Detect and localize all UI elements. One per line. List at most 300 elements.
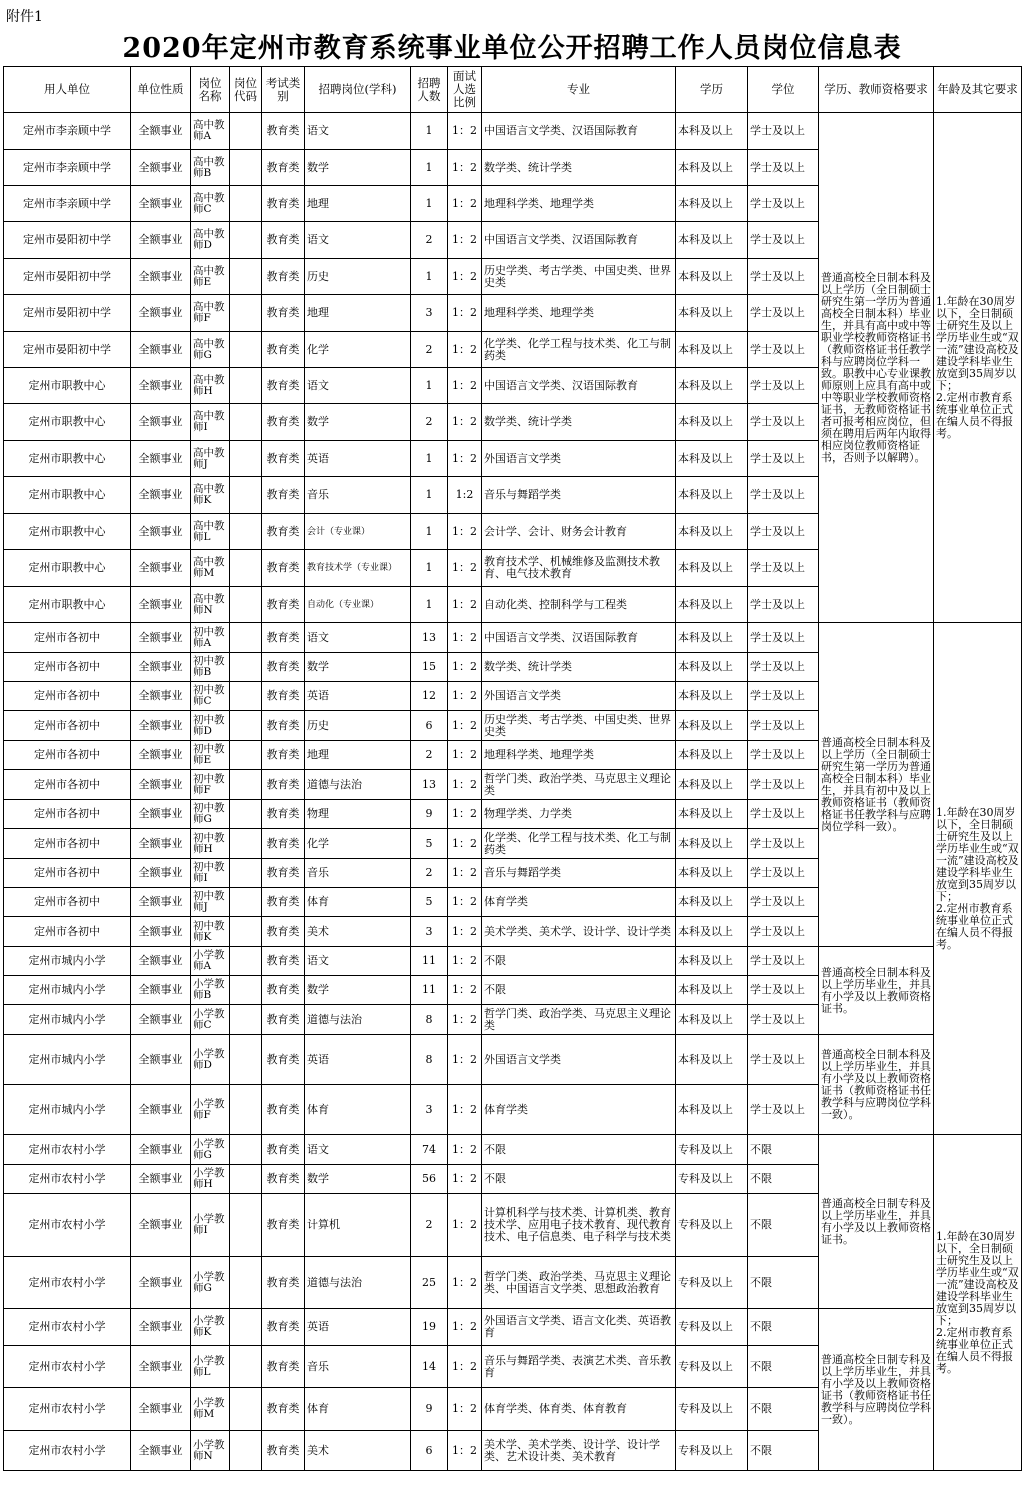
cell-subject: 历史 (305, 711, 411, 741)
cell-degree: 学士及以上 (748, 947, 819, 976)
cell-major: 体育学类 (482, 888, 676, 917)
column-header: 学位 (748, 67, 819, 113)
requirement-rural-primary: 普通高校全日制专科及以上学历毕业生，并具有小学及以上教师资格证书。 (819, 1135, 934, 1309)
cell-major: 中国语言文学类、汉语国际教育 (482, 222, 676, 259)
cell-education: 本科及以上 (676, 404, 748, 441)
cell-major: 音乐与舞蹈学类 (482, 859, 676, 888)
cell-employer: 定州市各初中 (4, 623, 131, 653)
cell-exam-type: 教育类 (262, 1135, 305, 1165)
cell-unit-type: 全额事业 (131, 741, 191, 770)
cell-position-code (230, 1346, 262, 1388)
cell-exam-type: 教育类 (262, 1005, 305, 1035)
cell-unit-type: 全额事业 (131, 150, 191, 186)
table-row (4, 623, 1022, 653)
table-body (4, 113, 1022, 1471)
cell-degree: 学士及以上 (748, 1085, 819, 1135)
cell-position-name: 初中教师C (191, 682, 230, 711)
cell-subject: 体育 (305, 1085, 411, 1135)
cell-position-code (230, 1005, 262, 1035)
cell-unit-type: 全额事业 (131, 113, 191, 150)
cell-exam-type: 教育类 (262, 1035, 305, 1085)
cell-exam-type: 教育类 (262, 477, 305, 514)
cell-subject: 英语 (305, 441, 411, 477)
cell-degree: 不限 (748, 1388, 819, 1431)
cell-position-code (230, 332, 262, 368)
cell-position-code (230, 682, 262, 711)
cell-employer: 定州市晏阳初中学 (4, 222, 131, 259)
cell-headcount: 2 (411, 1194, 448, 1257)
cell-position-name: 小学教师F (191, 1085, 230, 1135)
cell-unit-type: 全额事业 (131, 1194, 191, 1257)
cell-interview-ratio: 1：2 (448, 1309, 482, 1346)
cell-education: 本科及以上 (676, 711, 748, 741)
cell-education: 本科及以上 (676, 514, 748, 550)
cell-headcount: 2 (411, 222, 448, 259)
cell-position-name: 高中教师E (191, 259, 230, 295)
cell-education: 专科及以上 (676, 1431, 748, 1471)
cell-unit-type: 全额事业 (131, 332, 191, 368)
cell-interview-ratio: 1：2 (448, 332, 482, 368)
cell-major: 不限 (482, 976, 676, 1005)
cell-interview-ratio: 1：2 (448, 888, 482, 917)
cell-major: 历史学类、考古学类、中国史类、世界史类 (482, 259, 676, 295)
cell-unit-type: 全额事业 (131, 770, 191, 800)
cell-degree: 学士及以上 (748, 829, 819, 859)
cell-employer: 定州市城内小学 (4, 1005, 131, 1035)
cell-headcount: 11 (411, 976, 448, 1005)
cell-interview-ratio: 1：2 (448, 1135, 482, 1165)
cell-position-name: 小学教师K (191, 1309, 230, 1346)
cell-headcount: 74 (411, 1135, 448, 1165)
cell-employer: 定州市农村小学 (4, 1346, 131, 1388)
cell-subject: 体育 (305, 1388, 411, 1431)
cell-position-name: 高中教师D (191, 222, 230, 259)
cell-unit-type: 全额事业 (131, 441, 191, 477)
cell-unit-type: 全额事业 (131, 1431, 191, 1471)
cell-major: 化学类、化学工程与技术类、化工与制药类 (482, 332, 676, 368)
cell-unit-type: 全额事业 (131, 1005, 191, 1035)
cell-employer: 定州市各初中 (4, 859, 131, 888)
cell-subject: 英语 (305, 1309, 411, 1346)
cell-position-name: 高中教师F (191, 295, 230, 332)
cell-degree: 学士及以上 (748, 1035, 819, 1085)
cell-headcount: 1 (411, 514, 448, 550)
cell-interview-ratio: 1：2 (448, 150, 482, 186)
cell-education: 本科及以上 (676, 550, 748, 587)
page-title: 2020年定州市教育系统事业单位公开招聘工作人员岗位信息表 (122, 33, 902, 64)
cell-major: 美术学、美术学类、设计学、设计学类、艺术设计类、美术教育 (482, 1431, 676, 1471)
requirement-city-primary-2: 普通高校全日制本科及以上学历毕业生，并具有小学及以上教师资格证书（教师资格证书任教学科与应聘岗位学科一致）。 (819, 1035, 934, 1135)
cell-major: 哲学门类、政治学类、马克思主义理论类 (482, 770, 676, 800)
cell-education: 本科及以上 (676, 829, 748, 859)
cell-position-name: 高中教师J (191, 441, 230, 477)
cell-position-name: 初中教师K (191, 917, 230, 947)
cell-degree: 学士及以上 (748, 623, 819, 653)
cell-education: 本科及以上 (676, 259, 748, 295)
cell-position-code (230, 368, 262, 404)
cell-interview-ratio: 1：2 (448, 1005, 482, 1035)
cell-major: 音乐与舞蹈学类、表演艺术类、音乐教育 (482, 1346, 676, 1388)
cell-position-name: 初中教师A (191, 623, 230, 653)
cell-subject: 会计（专业课） (305, 514, 411, 550)
cell-position-name: 高中教师I (191, 404, 230, 441)
cell-position-name: 初中教师J (191, 888, 230, 917)
cell-position-code (230, 829, 262, 859)
cell-position-name: 高中教师K (191, 477, 230, 514)
cell-position-code (230, 550, 262, 587)
cell-exam-type: 教育类 (262, 113, 305, 150)
cell-headcount: 13 (411, 623, 448, 653)
cell-subject: 地理 (305, 186, 411, 222)
cell-exam-type: 教育类 (262, 800, 305, 829)
cell-education: 专科及以上 (676, 1194, 748, 1257)
cell-subject: 语文 (305, 1135, 411, 1165)
cell-exam-type: 教育类 (262, 1388, 305, 1431)
cell-interview-ratio: 1：2 (448, 623, 482, 653)
cell-position-name: 小学教师L (191, 1346, 230, 1388)
cell-employer: 定州市李亲顾中学 (4, 150, 131, 186)
cell-employer: 定州市农村小学 (4, 1309, 131, 1346)
column-header: 专业 (482, 67, 676, 113)
cell-position-code (230, 1388, 262, 1431)
cell-unit-type: 全额事业 (131, 186, 191, 222)
cell-education: 本科及以上 (676, 1085, 748, 1135)
cell-interview-ratio: 1：2 (448, 917, 482, 947)
cell-degree: 学士及以上 (748, 859, 819, 888)
column-header: 学历 (676, 67, 748, 113)
cell-interview-ratio: 1:2 (448, 477, 482, 514)
cell-degree: 学士及以上 (748, 113, 819, 150)
cell-exam-type: 教育类 (262, 623, 305, 653)
cell-subject: 地理 (305, 741, 411, 770)
cell-education: 专科及以上 (676, 1346, 748, 1388)
cell-position-code (230, 947, 262, 976)
cell-employer: 定州市各初中 (4, 653, 131, 682)
table-row (4, 1135, 1022, 1165)
cell-interview-ratio: 1：2 (448, 113, 482, 150)
cell-exam-type: 教育类 (262, 770, 305, 800)
cell-education: 本科及以上 (676, 976, 748, 1005)
cell-position-code (230, 770, 262, 800)
column-header: 年龄及其它要求 (934, 67, 1022, 113)
cell-position-name: 高中教师B (191, 150, 230, 186)
cell-interview-ratio: 1：2 (448, 1194, 482, 1257)
cell-subject: 物理 (305, 800, 411, 829)
cell-major: 外国语言文学类 (482, 1035, 676, 1085)
cell-degree: 学士及以上 (748, 477, 819, 514)
cell-major: 哲学门类、政治学类、马克思主义理论类、中国语言文学类、思想政治教育 (482, 1257, 676, 1309)
cell-degree: 学士及以上 (748, 259, 819, 295)
cell-major: 会计学、会计、财务会计教育 (482, 514, 676, 550)
cell-headcount: 3 (411, 1085, 448, 1135)
recruitment-table (3, 66, 1022, 1471)
cell-employer: 定州市各初中 (4, 711, 131, 741)
cell-education: 本科及以上 (676, 917, 748, 947)
cell-subject: 语文 (305, 222, 411, 259)
cell-employer: 定州市晏阳初中学 (4, 332, 131, 368)
cell-unit-type: 全额事业 (131, 587, 191, 623)
cell-exam-type: 教育类 (262, 1085, 305, 1135)
cell-exam-type: 教育类 (262, 259, 305, 295)
cell-interview-ratio: 1：2 (448, 770, 482, 800)
cell-subject: 地理 (305, 295, 411, 332)
cell-subject: 美术 (305, 917, 411, 947)
cell-education: 专科及以上 (676, 1257, 748, 1309)
cell-exam-type: 教育类 (262, 550, 305, 587)
cell-degree: 学士及以上 (748, 404, 819, 441)
cell-employer: 定州市晏阳初中学 (4, 295, 131, 332)
cell-exam-type: 教育类 (262, 1257, 305, 1309)
cell-subject: 美术 (305, 1431, 411, 1471)
cell-unit-type: 全额事业 (131, 917, 191, 947)
cell-headcount: 1 (411, 150, 448, 186)
cell-degree: 学士及以上 (748, 653, 819, 682)
cell-headcount: 8 (411, 1035, 448, 1085)
cell-employer: 定州市职教中心 (4, 368, 131, 404)
cell-interview-ratio: 1：2 (448, 550, 482, 587)
cell-headcount: 6 (411, 1431, 448, 1471)
cell-major: 物理学类、力学类 (482, 800, 676, 829)
cell-degree: 不限 (748, 1257, 819, 1309)
cell-position-code (230, 741, 262, 770)
cell-degree: 不限 (748, 1194, 819, 1257)
column-header: 单位性质 (131, 67, 191, 113)
cell-major: 外国语言文学类 (482, 682, 676, 711)
requirement-highschool: 普通高校全日制本科及以上学历（全日制硕士研究生第一学历为普通高校全日制本科）毕业生，并具有高中或中等职业学校教师资格证书（教师资格证书任教学科与应聘岗位学科一致。职教中心专业课教师原则上应具有高中或中等职业学校教师资格证书，无教师资格证书者可报考相应岗位，但须在聘用后两年内取得相应岗位教师资格证书，否则予以解聘）。 (819, 113, 934, 623)
cell-position-code (230, 917, 262, 947)
cell-headcount: 56 (411, 1165, 448, 1194)
cell-subject: 英语 (305, 1035, 411, 1085)
cell-major: 地理科学类、地理学类 (482, 186, 676, 222)
cell-position-name: 小学教师B (191, 976, 230, 1005)
cell-unit-type: 全额事业 (131, 1257, 191, 1309)
cell-employer: 定州市农村小学 (4, 1257, 131, 1309)
cell-education: 本科及以上 (676, 441, 748, 477)
cell-position-code (230, 1309, 262, 1346)
cell-degree: 学士及以上 (748, 441, 819, 477)
cell-position-name: 小学教师G (191, 1135, 230, 1165)
cell-exam-type: 教育类 (262, 222, 305, 259)
cell-headcount: 11 (411, 947, 448, 976)
cell-headcount: 3 (411, 295, 448, 332)
cell-degree: 学士及以上 (748, 587, 819, 623)
cell-employer: 定州市职教中心 (4, 587, 131, 623)
cell-unit-type: 全额事业 (131, 550, 191, 587)
age-requirement-rural: 1.年龄在30周岁以下，全日制硕士研究生及以上学历毕业生或“双一流”建设高校及建设学科毕业生放宽到35周岁以下； 2.定州市教育系统事业单位正式在编人员不得报考。 (934, 1135, 1022, 1471)
cell-position-name: 高中教师M (191, 550, 230, 587)
cell-education: 专科及以上 (676, 1135, 748, 1165)
cell-interview-ratio: 1：2 (448, 186, 482, 222)
cell-exam-type: 教育类 (262, 186, 305, 222)
cell-exam-type: 教育类 (262, 368, 305, 404)
cell-degree: 学士及以上 (748, 295, 819, 332)
cell-unit-type: 全额事业 (131, 368, 191, 404)
cell-exam-type: 教育类 (262, 829, 305, 859)
cell-major: 外国语言文学类 (482, 441, 676, 477)
cell-position-code (230, 514, 262, 550)
cell-unit-type: 全额事业 (131, 477, 191, 514)
cell-degree: 学士及以上 (748, 332, 819, 368)
cell-exam-type: 教育类 (262, 888, 305, 917)
cell-degree: 不限 (748, 1135, 819, 1165)
cell-unit-type: 全额事业 (131, 222, 191, 259)
cell-education: 本科及以上 (676, 682, 748, 711)
cell-interview-ratio: 1：2 (448, 829, 482, 859)
cell-subject: 数学 (305, 150, 411, 186)
cell-position-code (230, 711, 262, 741)
cell-employer: 定州市城内小学 (4, 947, 131, 976)
cell-position-code (230, 1035, 262, 1085)
cell-major: 哲学门类、政治学类、马克思主义理论类 (482, 1005, 676, 1035)
cell-education: 本科及以上 (676, 295, 748, 332)
cell-degree: 学士及以上 (748, 186, 819, 222)
cell-education: 专科及以上 (676, 1309, 748, 1346)
cell-subject: 数学 (305, 976, 411, 1005)
cell-unit-type: 全额事业 (131, 976, 191, 1005)
cell-education: 本科及以上 (676, 150, 748, 186)
cell-interview-ratio: 1：2 (448, 404, 482, 441)
cell-headcount: 3 (411, 917, 448, 947)
cell-position-code (230, 623, 262, 653)
header-row (4, 67, 1022, 113)
cell-unit-type: 全额事业 (131, 800, 191, 829)
cell-major: 体育学类 (482, 1085, 676, 1135)
cell-subject: 语文 (305, 368, 411, 404)
cell-major: 不限 (482, 1165, 676, 1194)
cell-education: 本科及以上 (676, 800, 748, 829)
cell-unit-type: 全额事业 (131, 404, 191, 441)
cell-headcount: 1 (411, 550, 448, 587)
cell-interview-ratio: 1：2 (448, 741, 482, 770)
cell-employer: 定州市职教中心 (4, 441, 131, 477)
cell-employer: 定州市农村小学 (4, 1165, 131, 1194)
cell-headcount: 5 (411, 888, 448, 917)
cell-headcount: 1 (411, 368, 448, 404)
cell-headcount: 1 (411, 441, 448, 477)
cell-employer: 定州市城内小学 (4, 976, 131, 1005)
cell-employer: 定州市各初中 (4, 800, 131, 829)
cell-employer: 定州市职教中心 (4, 404, 131, 441)
cell-degree: 学士及以上 (748, 800, 819, 829)
cell-exam-type: 教育类 (262, 150, 305, 186)
cell-position-name: 初中教师D (191, 711, 230, 741)
cell-subject: 语文 (305, 113, 411, 150)
cell-employer: 定州市职教中心 (4, 550, 131, 587)
cell-subject: 数学 (305, 653, 411, 682)
cell-education: 本科及以上 (676, 113, 748, 150)
cell-exam-type: 教育类 (262, 1194, 305, 1257)
cell-headcount: 2 (411, 404, 448, 441)
cell-position-code (230, 976, 262, 1005)
cell-interview-ratio: 1：2 (448, 1165, 482, 1194)
cell-position-name: 高中教师C (191, 186, 230, 222)
cell-employer: 定州市城内小学 (4, 1035, 131, 1085)
cell-employer: 定州市李亲顾中学 (4, 113, 131, 150)
cell-exam-type: 教育类 (262, 404, 305, 441)
cell-headcount: 19 (411, 1309, 448, 1346)
cell-subject: 道德与法治 (305, 1005, 411, 1035)
cell-unit-type: 全额事业 (131, 947, 191, 976)
cell-position-code (230, 477, 262, 514)
cell-subject: 音乐 (305, 1346, 411, 1388)
cell-position-name: 高中教师A (191, 113, 230, 150)
cell-major: 体育学类、体育类、体育教育 (482, 1388, 676, 1431)
cell-employer: 定州市各初中 (4, 829, 131, 859)
cell-interview-ratio: 1：2 (448, 441, 482, 477)
cell-subject: 数学 (305, 404, 411, 441)
cell-headcount: 5 (411, 829, 448, 859)
cell-headcount: 25 (411, 1257, 448, 1309)
column-header: 岗位名称 (191, 67, 230, 113)
cell-education: 本科及以上 (676, 186, 748, 222)
cell-degree: 学士及以上 (748, 150, 819, 186)
cell-interview-ratio: 1：2 (448, 368, 482, 404)
column-header: 学历、教师资格要求 (819, 67, 934, 113)
cell-subject: 自动化（专业课） (305, 587, 411, 623)
cell-education: 本科及以上 (676, 741, 748, 770)
cell-unit-type: 全额事业 (131, 1085, 191, 1135)
cell-position-code (230, 113, 262, 150)
cell-major: 教育技术学、机械维修及监测技术教育、电气技术教育 (482, 550, 676, 587)
cell-major: 音乐与舞蹈学类 (482, 477, 676, 514)
cell-exam-type: 教育类 (262, 653, 305, 682)
cell-headcount: 1 (411, 587, 448, 623)
cell-major: 计算机科学与技术类、计算机类、教育技术学、应用电子技术教育、现代教育技术、电子信息类、电子科学与技术类 (482, 1194, 676, 1257)
cell-unit-type: 全额事业 (131, 888, 191, 917)
cell-position-code (230, 1194, 262, 1257)
cell-interview-ratio: 1：2 (448, 859, 482, 888)
cell-unit-type: 全额事业 (131, 859, 191, 888)
cell-interview-ratio: 1：2 (448, 222, 482, 259)
column-header: 用人单位 (4, 67, 131, 113)
cell-employer: 定州市职教中心 (4, 514, 131, 550)
cell-education: 本科及以上 (676, 587, 748, 623)
cell-unit-type: 全额事业 (131, 1388, 191, 1431)
cell-unit-type: 全额事业 (131, 1035, 191, 1085)
cell-major: 数学类、统计学类 (482, 150, 676, 186)
cell-exam-type: 教育类 (262, 441, 305, 477)
cell-position-code (230, 404, 262, 441)
cell-interview-ratio: 1：2 (448, 295, 482, 332)
cell-headcount: 13 (411, 770, 448, 800)
cell-employer: 定州市李亲顾中学 (4, 186, 131, 222)
cell-position-code (230, 1085, 262, 1135)
cell-employer: 定州市农村小学 (4, 1135, 131, 1165)
age-requirement-middle-city: 1.年龄在30周岁以下，全日制硕士研究生及以上学历毕业生或“双一流”建设高校及建设学科毕业生放宽到35周岁以下； 2.定州市教育系统事业单位正式在编人员不得报考。 (934, 623, 1022, 1135)
cell-major: 中国语言文学类、汉语国际教育 (482, 623, 676, 653)
cell-exam-type: 教育类 (262, 587, 305, 623)
cell-unit-type: 全额事业 (131, 653, 191, 682)
cell-unit-type: 全额事业 (131, 259, 191, 295)
cell-employer: 定州市各初中 (4, 888, 131, 917)
cell-interview-ratio: 1：2 (448, 800, 482, 829)
cell-position-name: 小学教师C (191, 1005, 230, 1035)
cell-position-code (230, 653, 262, 682)
cell-position-name: 初中教师H (191, 829, 230, 859)
cell-education: 本科及以上 (676, 222, 748, 259)
cell-position-code (230, 888, 262, 917)
cell-headcount: 1 (411, 259, 448, 295)
cell-position-code (230, 1165, 262, 1194)
cell-degree: 学士及以上 (748, 514, 819, 550)
column-header: 考试类别 (262, 67, 305, 113)
cell-education: 本科及以上 (676, 888, 748, 917)
cell-degree: 学士及以上 (748, 1005, 819, 1035)
cell-subject: 道德与法治 (305, 1257, 411, 1309)
cell-position-name: 小学教师N (191, 1431, 230, 1471)
cell-education: 本科及以上 (676, 477, 748, 514)
cell-position-name: 高中教师N (191, 587, 230, 623)
